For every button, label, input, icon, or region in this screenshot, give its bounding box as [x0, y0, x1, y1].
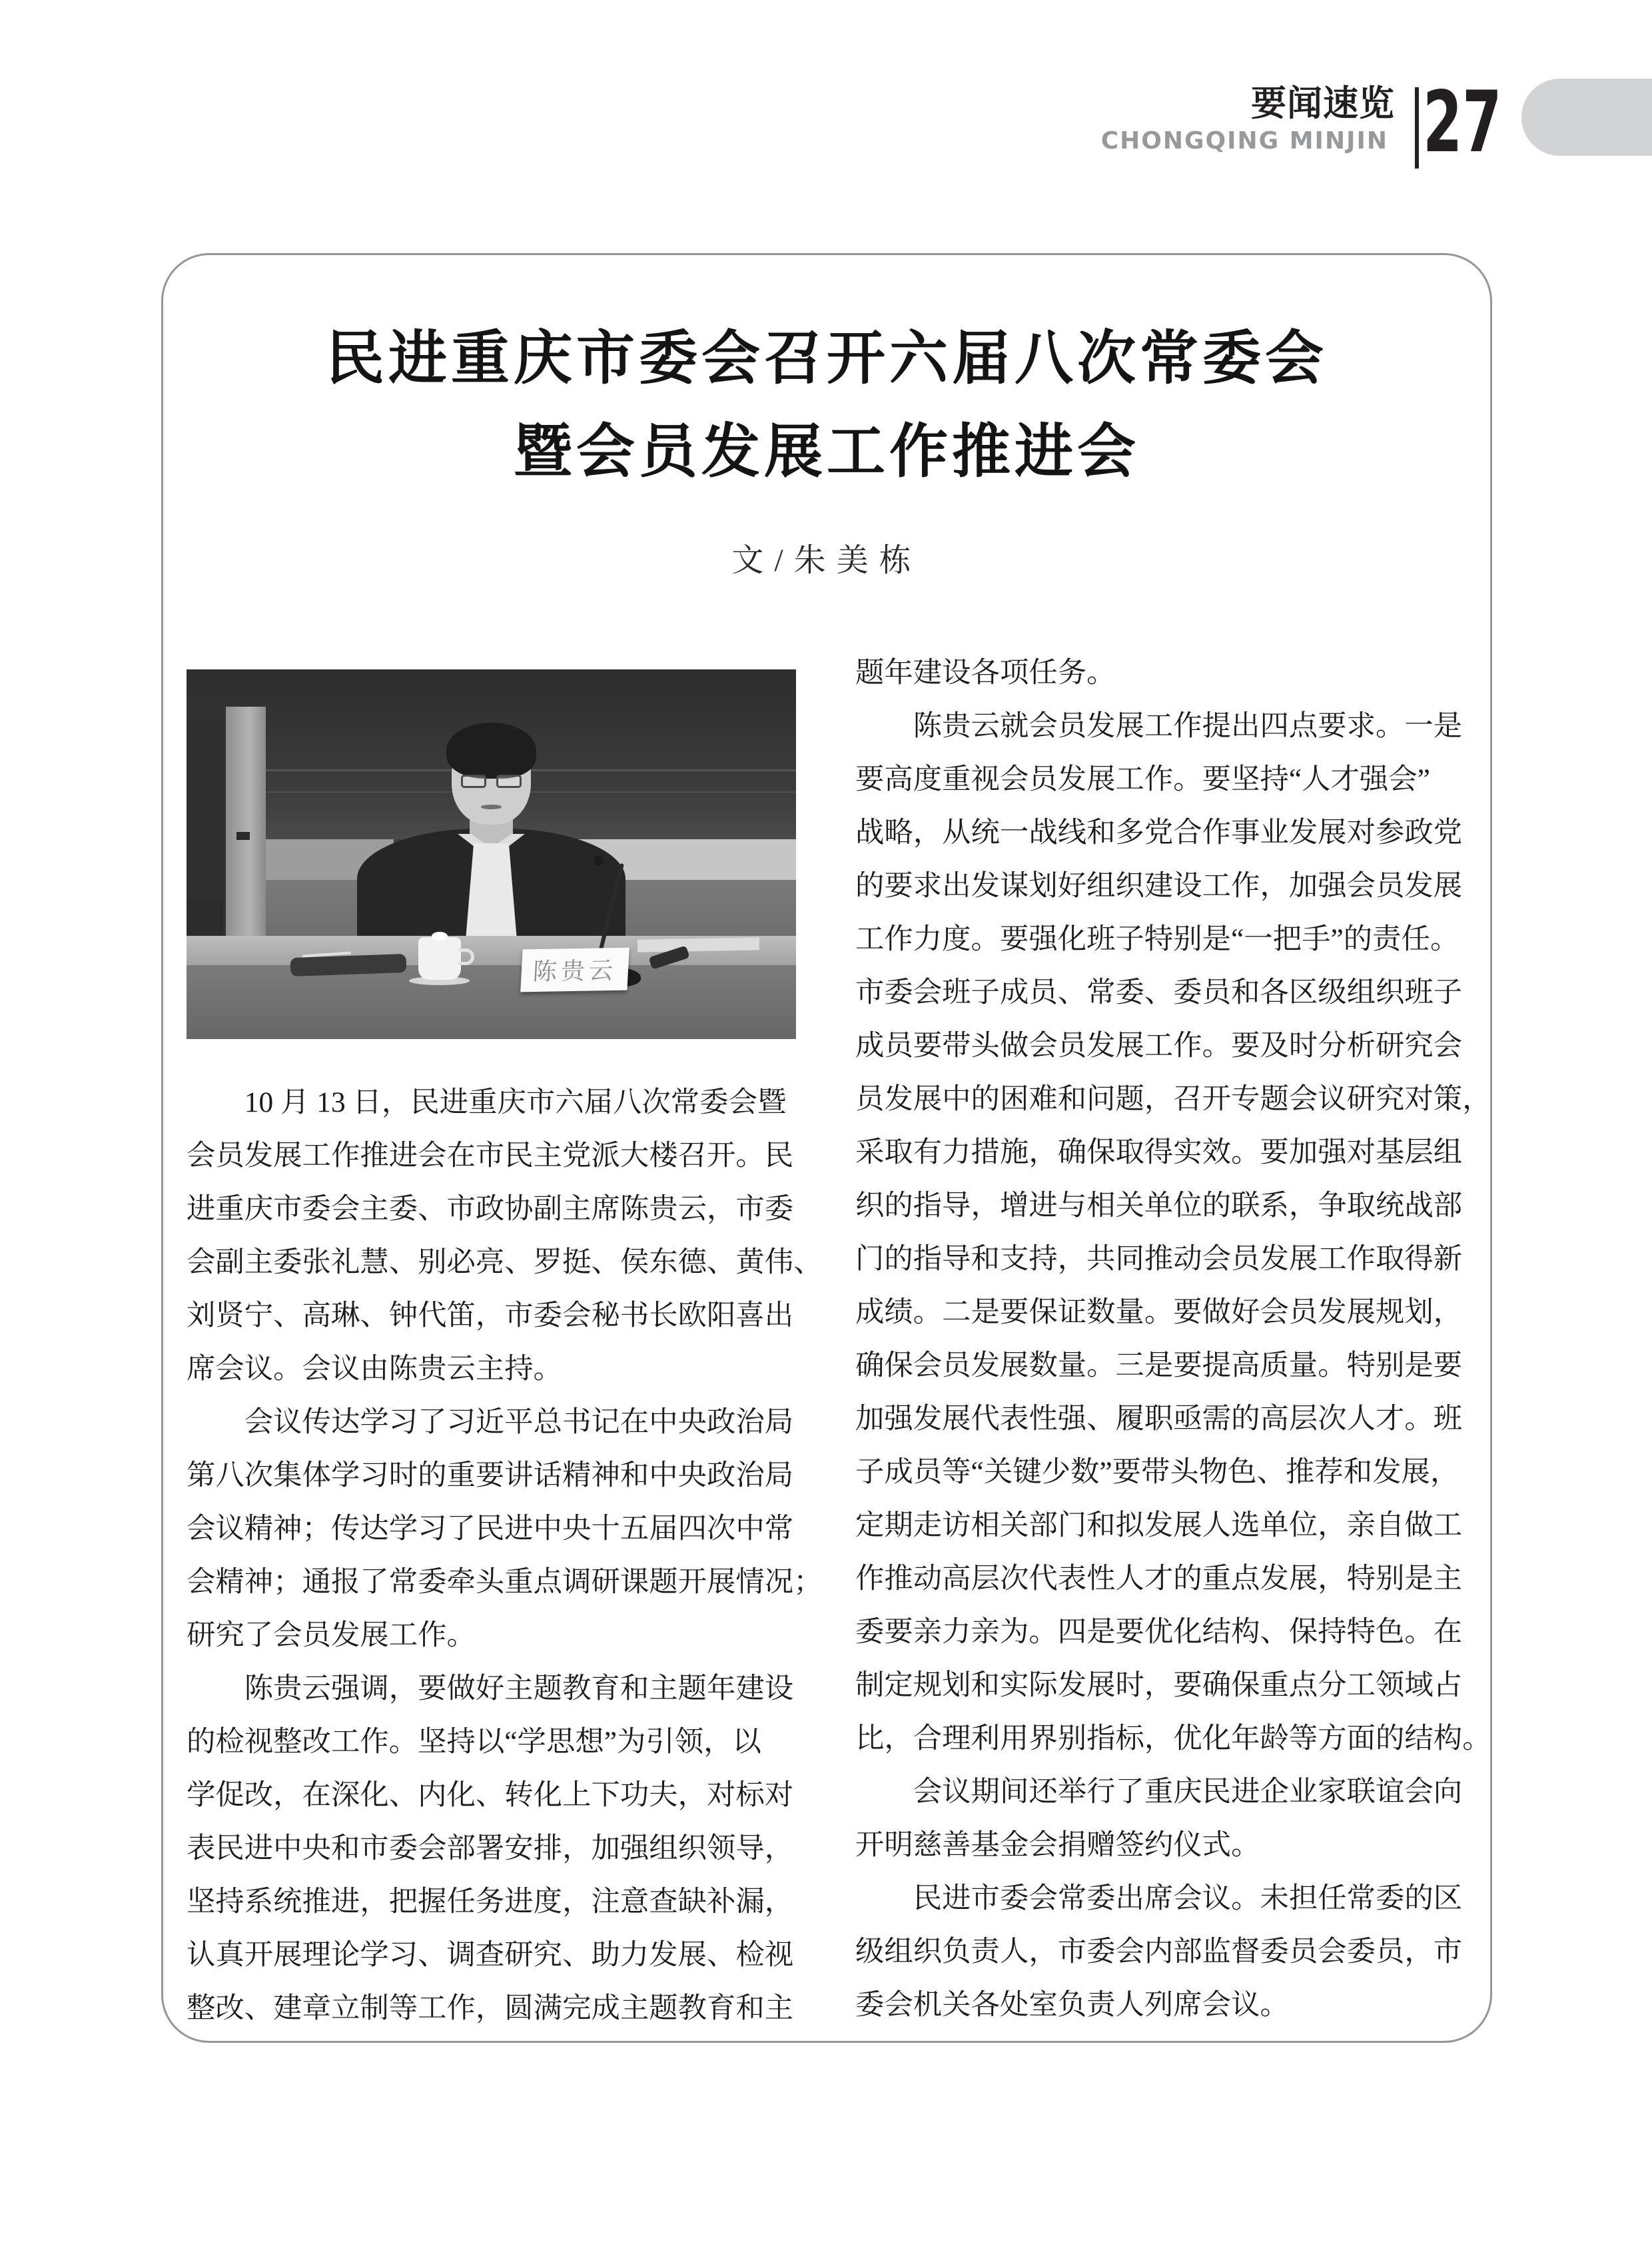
body-text-line: 会副主委张礼慧、别必亮、罗挺、侯东德、黄伟、 — [187, 1246, 823, 1278]
photo-pillar — [226, 707, 265, 936]
body-text-line: 的检视整改工作。坚持以“学思想”为引领，以 — [187, 1726, 761, 1758]
article-title-line1: 民进重庆市委会召开六届八次常委会 — [325, 324, 1328, 392]
body-text-line: 成绩。二是要保证数量。要做好会员发展规划， — [855, 1296, 1463, 1328]
body-text-line: 定期走访相关部门和拟发展人选单位，亲自做工 — [855, 1509, 1463, 1541]
body-text-line: 学促改，在深化、内化、转化上下功夫，对标对 — [187, 1779, 794, 1811]
body-text-line: 成员要带头做会员发展工作。要及时分析研究会 — [855, 1030, 1463, 1062]
body-text-line: 题年建设各项任务。 — [855, 657, 1116, 689]
photo-speaker-mouth — [481, 805, 502, 809]
body-text-line: 员发展中的困难和问题，召开专题会议研究对策， — [855, 1083, 1491, 1115]
body-text-line: 采取有力措施，确保取得实效。要加强对基层组 — [855, 1136, 1463, 1168]
page-number: 27 — [1423, 73, 1502, 171]
body-text-line: 会议精神；传达学习了民进中央十五届四次中常 — [187, 1513, 794, 1545]
body-text-line: 民进市委会常委出席会议。未担任常委的区 — [855, 1882, 1463, 1914]
body-text-line: 第八次集体学习时的重要讲话精神和中央政治局 — [187, 1459, 794, 1491]
body-text-line: 作推动高层次代表性人才的重点发展，特别是主 — [855, 1563, 1463, 1595]
body-text-line: 会员发展工作推进会在市民主党派大楼召开。民 — [187, 1140, 794, 1172]
conference-photo — [187, 669, 796, 1039]
body-text-line: 会议传达学习了习近平总书记在中央政治局 — [187, 1406, 794, 1438]
body-text-line: 比，合理利用界别指标，优化年龄等方面的结构。 — [855, 1722, 1491, 1754]
photo-table-front — [187, 965, 796, 1039]
header-divider — [1415, 87, 1419, 169]
magazine-name: CHONGQING MINJIN — [1100, 127, 1388, 155]
body-text-line: 会议期间还举行了重庆民进企业家联谊会向 — [855, 1776, 1463, 1808]
body-text-line: 门的指导和支持，共同推动会员发展工作取得新 — [855, 1243, 1463, 1275]
body-column-right — [855, 646, 1491, 2032]
body-text-line: 表民进中央和市委会部署安排，加强组织领导， — [187, 1832, 794, 1864]
header-pill-decoration — [1521, 79, 1652, 156]
body-text-line: 席会议。会议由陈贵云主持。 — [187, 1353, 563, 1385]
body-text-line: 坚持系统推进，把握任务进度，注意查缺补漏， — [187, 1886, 794, 1918]
photo-papers — [637, 937, 759, 952]
body-text-line: 战略，从统一战线和多党合作事业发展对参政党 — [855, 817, 1463, 849]
body-text-line: 整改、建章立制等工作，圆满完成主题教育和主 — [187, 1992, 794, 2024]
body-text-line: 陈贵云强调，要做好主题教育和主题年建设 — [187, 1673, 794, 1704]
article-title-line2: 暨会员发展工作推进会 — [513, 417, 1140, 486]
name-card-text: 陈贵云 — [532, 957, 618, 986]
photo-teacup — [418, 937, 461, 980]
photo-teacup-handle — [458, 948, 474, 965]
body-text-line: 10 月 13 日，民进重庆市六届八次常委会暨 — [187, 1086, 787, 1118]
body-text-line: 子成员等“关键少数”要带头物色、推荐和发展， — [855, 1456, 1459, 1488]
body-text-line: 刘贤宁、高琳、钟代笛，市委会秘书长欧阳喜出 — [187, 1300, 794, 1331]
section-title: 要闻速览 — [1251, 83, 1395, 124]
body-text-line: 制定规划和实际发展时，要确保重点分工领域占 — [855, 1669, 1463, 1701]
body-text-line: 确保会员发展数量。三是要提高质量。特别是要 — [855, 1349, 1463, 1381]
body-text-line: 的要求出发谋划好组织建设工作，加强会员发展 — [855, 870, 1463, 902]
body-text-line: 级组织负责人，市委会内部监督委员会委员，市 — [855, 1936, 1463, 1968]
glasses-left-lens — [461, 775, 486, 788]
body-text-line: 委要亲力亲为。四是要优化结构、保持特色。在 — [855, 1616, 1463, 1648]
article-title — [161, 312, 1492, 498]
photo-microphone-tip — [594, 856, 604, 865]
glasses-right-lens — [496, 775, 522, 788]
body-text-line: 会精神；通报了常委牵头重点调研课题开展情况； — [187, 1566, 823, 1598]
body-text-line: 认真开展理论学习、调查研究、助力发展、检视 — [187, 1939, 794, 1971]
body-text-line: 加强发展代表性强、履职亟需的高层次人才。班 — [855, 1403, 1463, 1435]
photo-speaker-hair — [446, 723, 536, 778]
article-byline: 文/朱美栋 — [731, 543, 922, 578]
body-text-line: 研究了会员发展工作。 — [187, 1619, 476, 1651]
body-text-line: 进重庆市委会主委、市政协副主席陈贵云，市委 — [187, 1193, 794, 1225]
body-text-line: 委会机关各处室负责人列席会议。 — [855, 1989, 1289, 2021]
photo-door-handle — [236, 832, 250, 840]
body-column-left — [187, 1076, 823, 2035]
body-text-line: 织的指导，增进与相关单位的联系，争取统战部 — [855, 1190, 1463, 1222]
body-text-line: 开明慈善基金会捐赠签约仪式。 — [855, 1829, 1260, 1861]
body-text-line: 要高度重视会员发展工作。要坚持“人才强会” — [855, 763, 1430, 795]
body-text-line: 陈贵云就会员发展工作提出四点要求。一是 — [855, 710, 1463, 742]
name-card — [520, 948, 629, 992]
photo-speaker-glasses — [461, 775, 522, 788]
photo-teacup-lid — [432, 932, 448, 940]
body-text-line: 市委会班子成员、常委、委员和各区级组织班子 — [855, 976, 1463, 1008]
body-text-line: 工作力度。要强化班子特别是“一把手”的责任。 — [855, 923, 1459, 955]
